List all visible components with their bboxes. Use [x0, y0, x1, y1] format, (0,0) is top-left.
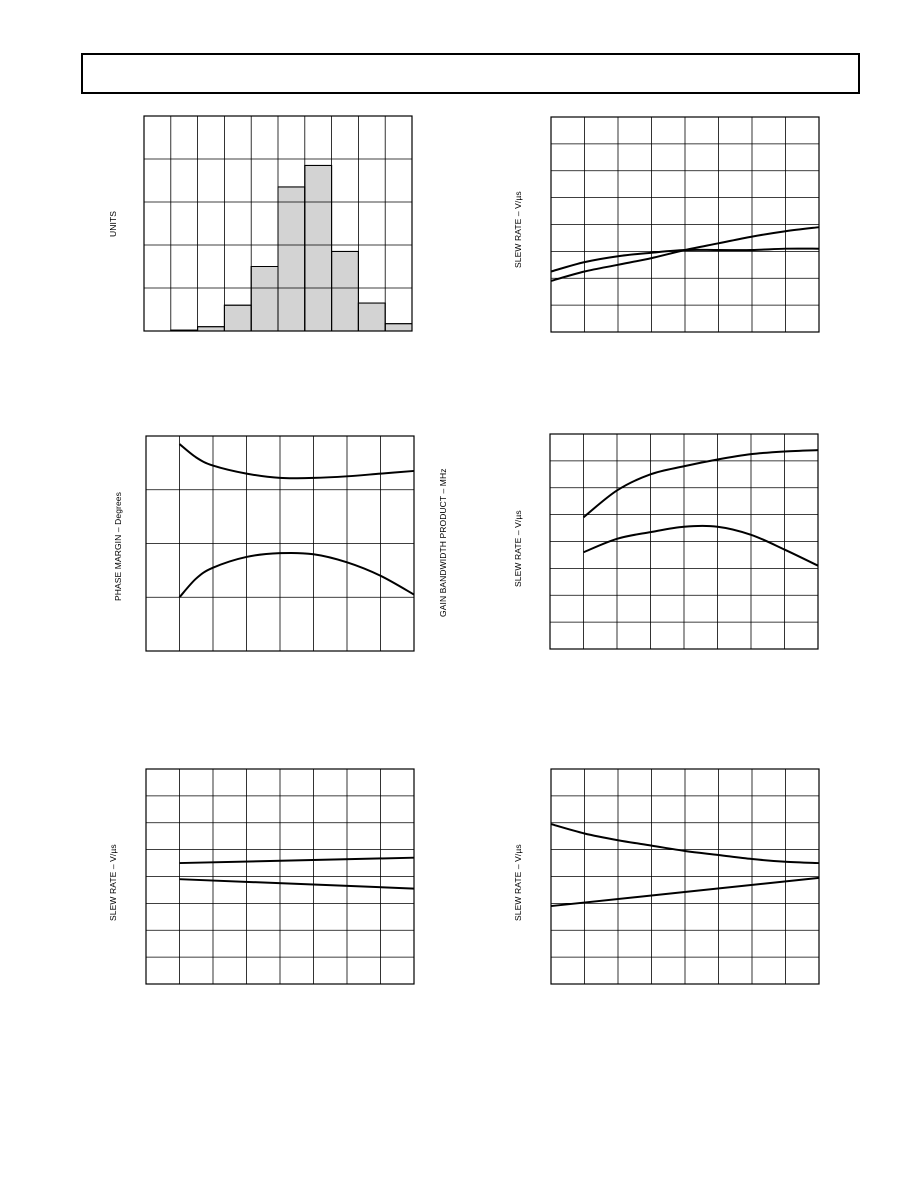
phase-margin-chart [146, 436, 414, 651]
slew-rate-axis-label-2: SLEW RATE – V/µs [513, 510, 523, 587]
histogram-bar [305, 165, 332, 331]
histogram-bar [358, 303, 385, 331]
slew-rate-chart-bottom-left [146, 769, 414, 984]
series-line-2 [180, 879, 415, 888]
histogram-bar [251, 267, 278, 332]
series-line-1 [180, 858, 415, 863]
histogram-bar [332, 251, 359, 331]
series-line-1 [180, 444, 415, 478]
histogram-bar-outline [171, 330, 198, 331]
series-line-2 [180, 553, 415, 597]
histogram-bar [385, 324, 412, 331]
gain-bandwidth-axis-label: GAIN BANDWIDTH PRODUCT – MHz [438, 468, 448, 617]
slew-rate-axis-label-3: SLEW RATE – V/µs [108, 844, 118, 921]
units-histogram-chart [144, 116, 412, 331]
slew-rate-axis-label-4: SLEW RATE – V/µs [513, 844, 523, 921]
histogram-bar [198, 327, 225, 331]
units-axis-label: UNITS [108, 211, 118, 237]
slew-rate-chart-middle-right [550, 434, 818, 649]
series-line-1 [584, 450, 819, 517]
slew-rate-axis-label-1: SLEW RATE – V/µs [513, 191, 523, 268]
series-line-2 [584, 526, 819, 566]
histogram-bar [224, 305, 251, 331]
phase-margin-axis-label: PHASE MARGIN – Degrees [113, 492, 123, 601]
slew-rate-chart-bottom-right [551, 769, 819, 984]
histogram-bar [278, 187, 305, 331]
slew-rate-chart-top-right [551, 117, 819, 332]
